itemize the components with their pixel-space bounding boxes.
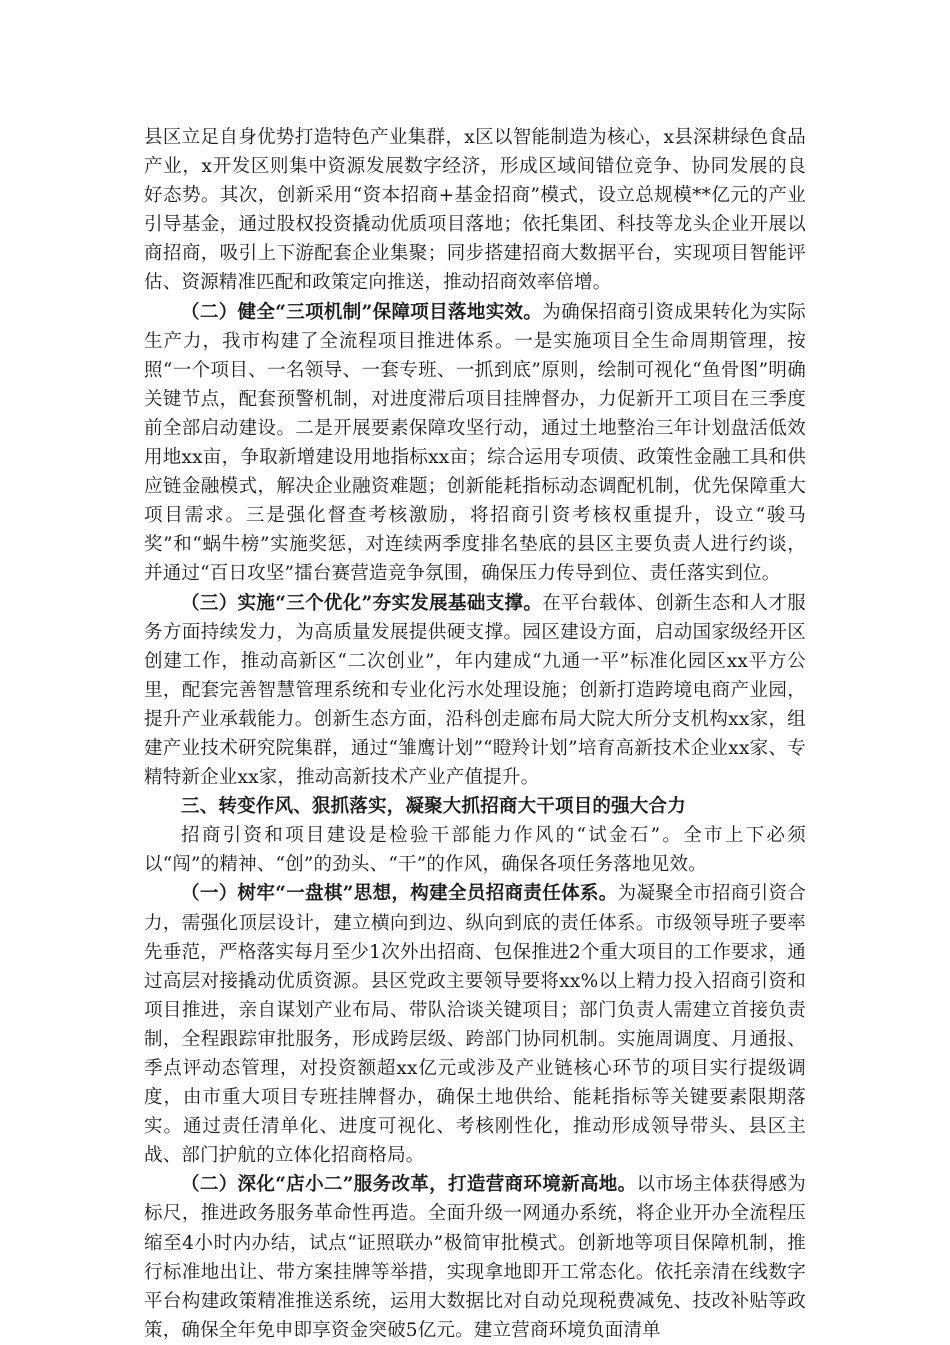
- paragraph: [144, 589, 806, 793]
- section-heading: 三、转变作风、狠抓落实，凝聚大抓招商大干项目的强大合力: [181, 796, 686, 818]
- paragraph: [144, 821, 806, 879]
- paragraph: [144, 879, 806, 1170]
- document-body: [144, 123, 806, 1345]
- paragraph-lead: （三）实施“三个优化”夯实发展基础支撑。: [181, 592, 543, 614]
- paragraph-lead: （一）树牢“一盘棋”思想，构建全员招商责任体系。: [181, 883, 618, 905]
- paragraph-text: 招商引资和项目建设是检验干部能力作风的“试金石”。全市上下必须以“闯”的精神、“创”的劲头、“干”的作风，确保各项任务落地见效。: [144, 825, 806, 876]
- paragraph-lead: （二）深化“店小二”服务改革，打造营商环境新高地。: [181, 1174, 637, 1196]
- paragraph-text: 为凝聚全市招商引资合力，需强化顶层设计，建立横向到边、纵向到底的责任体系。市级领导班子要率先垂范，严格落实每月至少1次外出招商、包保推进2个重大项目的工作要求，通过高层对接撬动优质资源。县区党政主要领导要将xx%以上精力投入招商引资和项目推进，亲自谋划产业布局、带队洽谈关键项目；部门负责人需建立首接负责制，全程跟踪审批服务，形成跨层级、跨部门协同机制。实施周调度、月通报、季点评动态管理，对投资额超xx亿元或涉及产业链核心环节的项目实行提级调度，由市重大项目专班挂牌督办，确保土地供给、能耗指标等关键要素限期落实。通过责任清单化、进度可视化、考核刚性化，推动形成领导带头、县区主战、部门护航的立体化招商格局。: [144, 883, 806, 1167]
- paragraph: [144, 1170, 806, 1345]
- paragraph: [144, 298, 806, 589]
- paragraph-text: 在平台载体、创新生态和人才服务方面持续发力，为高质量发展提供硬支撑。园区建设方面，启动国家级经开区创建工作，推动高新区“二次创业”，年内建成“九通一平”标准化园区xx平方公里，配套完善智慧管理系统和专业化污水处理设施；创新打造跨境电商产业园，提升产业承载能力。创新生态方面，沿科创走廊布局大院大所分支机构xx家，组建产业技术研究院集群，通过“雏鹰计划”“瞪羚计划”培育高新技术企业xx家、专精特新企业xx家，推动高新技术产业产值提升。: [144, 592, 806, 789]
- paragraph: [144, 123, 806, 298]
- paragraph-text: 以市场主体获得感为标尺，推进政务服务革命性再造。全面升级一网通办系统，将企业开办全流程压缩至4小时内办结，试点“证照联办”极简审批模式。创新地等项目保障机制，推行标准地出让、带方案挂牌等举措，实现拿地即开工常态化。依托亲清在线数字平台构建政策精准推送系统，运用大数据比对自动兑现税费减免、技改补贴等政策，确保全年免申即享资金突破5亿元。建立营商环境负面清单: [144, 1174, 806, 1341]
- paragraph-text: 为确保招商引资成果转化为实际生产力，我市构建了全流程项目推进体系。一是实施项目全生命周期管理，按照“一个项目、一名领导、一套专班、一抓到底”原则，绘制可视化“鱼骨图”明确关键节点，配套预警机制，对进度滞后项目挂牌督办，力促新开工项目在三季度前全部启动建设。二是开展要素保障攻坚行动，通过土地整治三年计划盘活低效用地xx亩，争取新增建设用地指标xx亩；综合运用专项债、政策性金融工具和供应链金融模式，解决企业融资难题；创新能耗指标动态调配机制，优先保障重大项目需求。三是强化督查考核激励，将招商引资考核权重提升，设立“骏马奖”和“蜗牛榜”实施奖惩，对连续两季度排名垫底的县区主要负责人进行约谈，并通过“百日攻坚”擂台赛营造竞争氛围，确保压力传导到位、责任落实到位。: [144, 301, 806, 585]
- paragraph-lead: （二）健全“三项机制”保障项目落地实效。: [181, 301, 543, 323]
- paragraph-text: 县区立足自身优势打造特色产业集群，x区以智能制造为核心，x县深耕绿色食品产业，x开发区则集中资源发展数字经济，形成区域间错位竞争、协同发展的良好态势。其次，创新采用“资本招商+基金招商”模式，设立总规模**亿元的产业引导基金，通过股权投资撬动优质项目落地；依托集团、科技等龙头企业开展以商招商，吸引上下游配套企业集聚；同步搭建招商大数据平台，实现项目智能评估、资源精准匹配和政策定向推送，推动招商效率倍增。: [144, 127, 806, 294]
